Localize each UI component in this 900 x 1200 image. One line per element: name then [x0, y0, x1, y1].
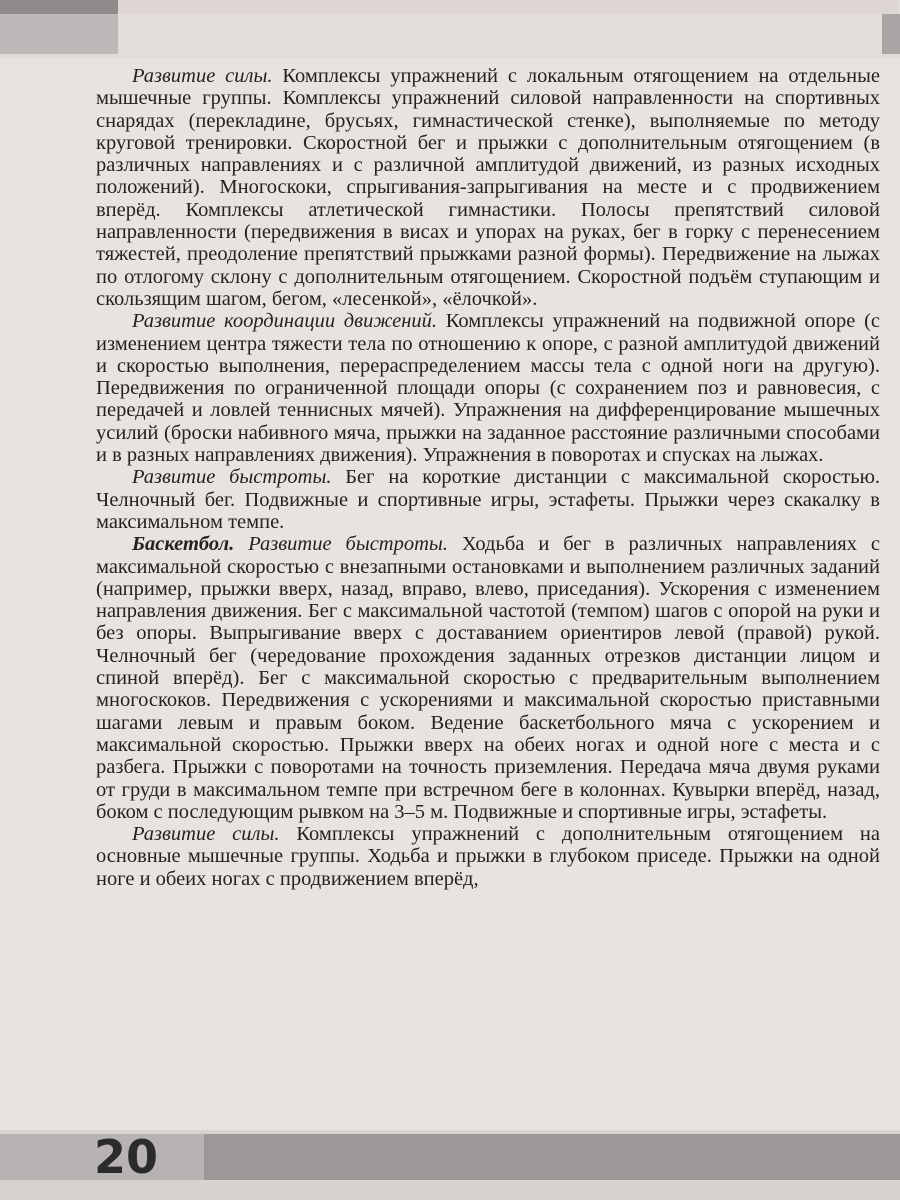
paragraph-lead: Развитие быстроты. [234, 533, 448, 556]
page-number: 20 [94, 1130, 159, 1184]
paragraph [96, 466, 880, 533]
bottom-decoration-dark [204, 1134, 900, 1180]
paragraph-body: Бег на короткие дистанции с максимальной скоростью. Челночный бег. Подвижные и спортивные игры, эстафеты. Прыжки через скакалку в максимальном темпе. [96, 466, 881, 533]
paragraph-body: Комплексы упражнений на подвижной опоре (с изменением центра тяжести тела по отношению к опоре, с разной амплитудой движений и скоростью выполнения, перераспределением массы тела с одной ноги на другую). Передвижения по ограниченной площади опоры (с сохранением поз и равновесия, с передачей и ловлей теннисных мячей). Упражнения на дифференцирование мышечных усилий (броски набивного мяча, прыжки на заданное расстояние различными способами и в разных направлениях движения). Упражнения в поворотах и спусках на лыжах. [96, 310, 880, 467]
paragraph-lead: Развитие координации движений. [132, 310, 438, 333]
paragraph [96, 310, 880, 466]
top-decoration-edge [882, 14, 900, 54]
paragraph-lead: Развитие быстроты. [132, 466, 332, 489]
paragraph-body: Комплексы упражнений с локальным отягощением на отдельные мышечные группы. Комплексы упражнений силовой направленности на спортивных снарядах (перекладине, брусьях, гимнастической стенке), выполняемые по методу круговой тренировки. Скоростной бег и прыжки с дополнительным отягощением (в различных направлениях и с различной амплитудой движений, из разных исходных положений). Многоскоки, спрыгивания-запрыгивания на месте и с продвижением вперёд. Комплексы атлетической гимнастики. Полосы препятствий силовой направленности (передвижения в висах и упорах на руках, бег в горку с перенесением тяжестей, преодоление препятствий прыжками разной формы). Передвижение на лыжах по отлогому склону с дополнительным отягощением. Скоростной подъём ступающим и скользящим шагом, бегом, «лесенкой», «ёлочкой». [96, 65, 880, 310]
top-decoration-dark [0, 0, 118, 14]
paragraph-lead: Развитие силы. [132, 823, 280, 846]
paragraph [96, 823, 880, 890]
paragraph-lead: Развитие силы. [132, 65, 273, 87]
top-decoration-light [118, 14, 898, 54]
paragraph [96, 65, 880, 310]
paragraph [96, 533, 880, 823]
paragraph-body: Ходьба и бег в различных направлениях с максимальной скоростью с внезапными остановками и выполнением различных заданий (например, прыжки вверх, назад, вправо, влево, приседания). Ускорения с изменением направления движения. Бег с максимальной частотой (темпом) шагов с опорой на руки и без опоры. Выпрыгивание вверх с доставанием ориентиров левой (правой) рукой. Челночный бег (чередование прохождения заданных отрезков дистанции лицом и спиной вперёд). Бег с максимальной скоростью с предварительным выполнением многоскоков. Передвижения с ускорениями и максимальной скоростью приставными шагами левым и правым боком. Ведение баскетбольного мяча с ускорением и максимальной скоростью. Прыжки вверх на обеих ногах и одной ноге с места и с разбега. Прыжки с поворотами на точность приземления. Передача мяча двумя руками от груди в максимальном темпе при встречном беге в колоннах. Кувырки вперёд, назад, боком с последующим рывком на 3–5 м. Подвижные и спортивные игры, эстафеты. [96, 533, 881, 823]
page-text [96, 65, 880, 890]
top-decoration-main [118, 0, 898, 14]
section-heading: Баскетбол. [132, 533, 235, 556]
paragraph-body: Комплексы упражнений с дополнительным отягощением на основные мышечные группы. Ходьба и прыжки в глубоком приседе. Прыжки на одной ноге и обеих ногах с продвижением вперёд, [96, 823, 880, 890]
